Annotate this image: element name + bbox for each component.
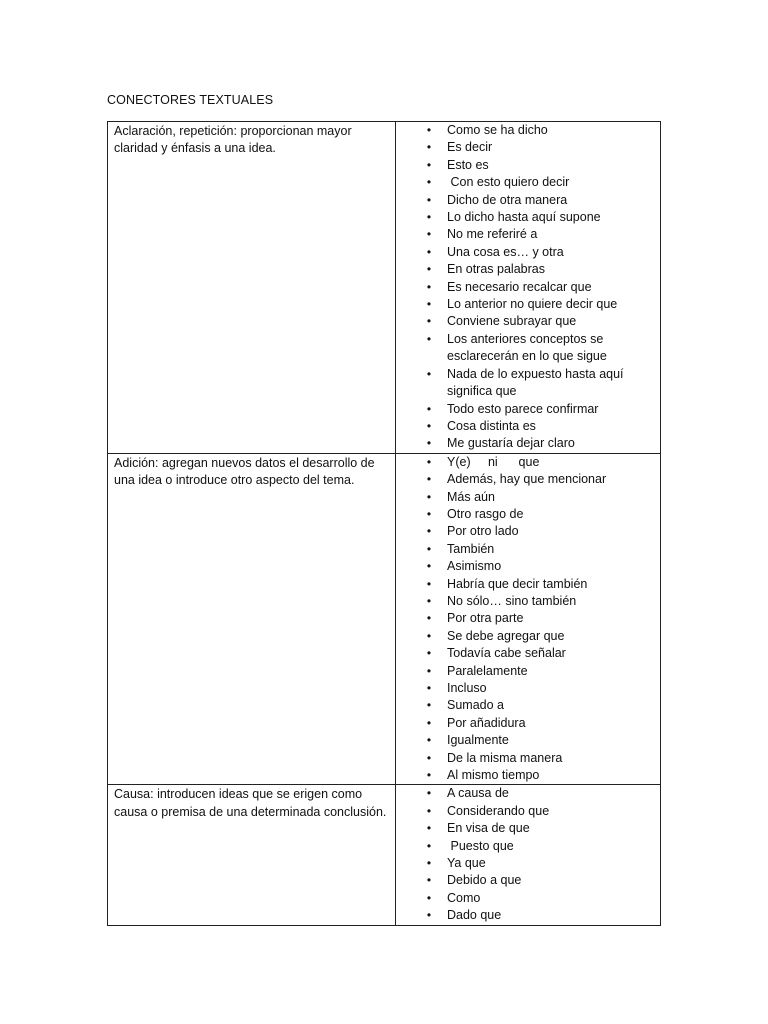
bullet-icon: • bbox=[426, 192, 432, 207]
list-item bbox=[396, 209, 656, 226]
bullet-icon: • bbox=[426, 715, 432, 730]
list-item bbox=[396, 471, 656, 488]
list-item bbox=[396, 261, 656, 278]
list-item bbox=[396, 331, 656, 366]
list-item bbox=[396, 366, 656, 401]
connector-text: Habría que decir también bbox=[447, 576, 588, 591]
bullet-icon: • bbox=[426, 436, 432, 451]
list-item bbox=[396, 680, 656, 697]
bullet-icon: • bbox=[426, 210, 432, 225]
connector-text: También bbox=[447, 541, 495, 556]
bullet-icon: • bbox=[426, 175, 432, 190]
bullet-icon: • bbox=[426, 838, 432, 853]
connector-text: Y(e) ni que bbox=[447, 454, 540, 469]
bullet-icon: • bbox=[426, 454, 432, 469]
bullet-icon: • bbox=[426, 279, 432, 294]
list-item bbox=[396, 489, 656, 506]
connector-text: Como bbox=[447, 890, 481, 905]
connector-text: Se debe agregar que bbox=[447, 628, 565, 643]
list-item bbox=[396, 558, 656, 575]
list-item bbox=[396, 418, 656, 435]
connector-text: Dado que bbox=[447, 908, 502, 923]
list-item bbox=[396, 750, 656, 767]
bullet-icon: • bbox=[426, 244, 432, 259]
bullet-icon: • bbox=[426, 786, 432, 801]
list-item bbox=[396, 767, 656, 784]
bullet-icon: • bbox=[426, 733, 432, 748]
connector-text: Cosa distinta es bbox=[447, 418, 536, 433]
list-item bbox=[396, 296, 656, 313]
connector-text: En visa de que bbox=[447, 821, 530, 836]
connectors-table bbox=[107, 121, 661, 926]
list-item bbox=[396, 139, 656, 156]
document-title: CONECTORES TEXTUALES bbox=[107, 93, 274, 107]
list-item bbox=[396, 174, 656, 191]
connector-list bbox=[396, 785, 656, 924]
connector-list-cell bbox=[396, 785, 661, 925]
connector-text: Por otra parte bbox=[447, 611, 524, 626]
bullet-icon: • bbox=[426, 331, 432, 346]
connector-text: No sólo… sino también bbox=[447, 593, 577, 608]
connector-text: Puesto que bbox=[447, 838, 514, 853]
table-row bbox=[108, 122, 661, 454]
connector-text: Paralelamente bbox=[447, 663, 528, 678]
list-item bbox=[396, 663, 656, 680]
bullet-icon: • bbox=[426, 524, 432, 539]
list-item bbox=[396, 435, 656, 452]
connector-text: Todavía cabe señalar bbox=[447, 646, 566, 661]
connector-text: Lo dicho hasta aquí supone bbox=[447, 210, 601, 225]
bullet-icon: • bbox=[426, 506, 432, 521]
list-item bbox=[396, 244, 656, 261]
bullet-icon: • bbox=[426, 559, 432, 574]
list-item bbox=[396, 122, 656, 139]
connector-text: Ya que bbox=[447, 856, 486, 871]
bullet-icon: • bbox=[426, 123, 432, 137]
bullet-icon: • bbox=[426, 628, 432, 643]
list-item bbox=[396, 192, 656, 209]
bullet-icon: • bbox=[426, 489, 432, 504]
bullet-icon: • bbox=[426, 611, 432, 626]
connector-text: Los anteriores conceptos se esclarecerán en lo que sigue bbox=[447, 331, 607, 364]
list-item bbox=[396, 715, 656, 732]
bullet-icon: • bbox=[426, 140, 432, 155]
bullet-icon: • bbox=[426, 472, 432, 487]
connector-text: De la misma manera bbox=[447, 750, 563, 765]
bullet-icon: • bbox=[426, 262, 432, 277]
list-item bbox=[396, 401, 656, 418]
bullet-icon: • bbox=[426, 541, 432, 556]
connector-text: Además, hay que mencionar bbox=[447, 472, 607, 487]
connector-text: Sumado a bbox=[447, 698, 504, 713]
connector-text: Incluso bbox=[447, 681, 487, 695]
connector-text: Por otro lado bbox=[447, 524, 519, 539]
bullet-icon: • bbox=[426, 227, 432, 242]
table-row bbox=[108, 785, 661, 925]
list-item bbox=[396, 576, 656, 593]
list-item bbox=[396, 838, 656, 855]
list-item bbox=[396, 872, 656, 889]
bullet-icon: • bbox=[426, 768, 432, 783]
connectors-table-body bbox=[108, 122, 661, 926]
list-item bbox=[396, 907, 656, 924]
connector-text: Una cosa es… y otra bbox=[447, 244, 564, 259]
bullet-icon: • bbox=[426, 297, 432, 312]
bullet-icon: • bbox=[426, 890, 432, 905]
bullet-icon: • bbox=[426, 576, 432, 591]
connector-text: No me referiré a bbox=[447, 227, 538, 242]
bullet-icon: • bbox=[426, 401, 432, 416]
bullet-icon: • bbox=[426, 418, 432, 433]
connector-text: Esto es bbox=[447, 157, 489, 172]
category-description: Aclaración, repetición: proporcionan mayor claridad y énfasis a una idea. bbox=[108, 122, 396, 454]
list-item bbox=[396, 820, 656, 837]
connector-text: Como se ha dicho bbox=[447, 123, 548, 137]
connector-text: A causa de bbox=[447, 786, 509, 801]
connector-list bbox=[396, 122, 656, 453]
connector-text: Con esto quiero decir bbox=[447, 175, 570, 190]
bullet-icon: • bbox=[426, 803, 432, 818]
connector-text: Todo esto parece confirmar bbox=[447, 401, 599, 416]
list-item bbox=[396, 697, 656, 714]
connector-text: En otras palabras bbox=[447, 262, 545, 277]
bullet-icon: • bbox=[426, 856, 432, 871]
list-item bbox=[396, 732, 656, 749]
connector-text: Asimismo bbox=[447, 559, 502, 574]
connector-text: Me gustaría dejar claro bbox=[447, 436, 575, 451]
bullet-icon: • bbox=[426, 663, 432, 678]
list-item bbox=[396, 890, 656, 907]
connector-text: Es necesario recalcar que bbox=[447, 279, 592, 294]
list-item bbox=[396, 454, 656, 471]
connector-text: Más aún bbox=[447, 489, 495, 504]
list-item bbox=[396, 157, 656, 174]
list-item bbox=[396, 645, 656, 662]
list-item bbox=[396, 593, 656, 610]
bullet-icon: • bbox=[426, 646, 432, 661]
connector-text: Por añadidura bbox=[447, 715, 526, 730]
table-row bbox=[108, 453, 661, 785]
bullet-icon: • bbox=[426, 593, 432, 608]
connector-text: Es decir bbox=[447, 140, 493, 155]
bullet-icon: • bbox=[426, 681, 432, 695]
bullet-icon: • bbox=[426, 821, 432, 836]
list-item bbox=[396, 855, 656, 872]
bullet-icon: • bbox=[426, 157, 432, 172]
connector-text: Considerando que bbox=[447, 803, 550, 818]
bullet-icon: • bbox=[426, 366, 432, 381]
connector-list bbox=[396, 454, 656, 785]
category-description: Adición: agregan nuevos datos el desarrollo de una idea o introduce otro aspecto del tema. bbox=[108, 453, 396, 785]
connector-text: Igualmente bbox=[447, 733, 509, 748]
connector-text: Lo anterior no quiere decir que bbox=[447, 297, 618, 312]
list-item bbox=[396, 279, 656, 296]
connector-text: Dicho de otra manera bbox=[447, 192, 568, 207]
list-item bbox=[396, 610, 656, 627]
connector-text: Conviene subrayar que bbox=[447, 314, 577, 329]
connector-text: Debido a que bbox=[447, 873, 522, 888]
list-item bbox=[396, 313, 656, 330]
list-item bbox=[396, 803, 656, 820]
bullet-icon: • bbox=[426, 750, 432, 765]
connector-list-cell bbox=[396, 122, 661, 454]
connector-list-cell bbox=[396, 453, 661, 785]
list-item bbox=[396, 523, 656, 540]
list-item bbox=[396, 541, 656, 558]
connector-text: Otro rasgo de bbox=[447, 506, 524, 521]
bullet-icon: • bbox=[426, 873, 432, 888]
bullet-icon: • bbox=[426, 314, 432, 329]
list-item bbox=[396, 506, 656, 523]
bullet-icon: • bbox=[426, 908, 432, 923]
category-description: Causa: introducen ideas que se erigen como causa o premisa de una determinada conclusión. bbox=[108, 785, 396, 925]
list-item bbox=[396, 628, 656, 645]
bullet-icon: • bbox=[426, 698, 432, 713]
connector-text: Al mismo tiempo bbox=[447, 768, 540, 783]
list-item bbox=[396, 785, 656, 802]
connector-text: Nada de lo expuesto hasta aquí significa que bbox=[447, 366, 628, 399]
list-item bbox=[396, 226, 656, 243]
